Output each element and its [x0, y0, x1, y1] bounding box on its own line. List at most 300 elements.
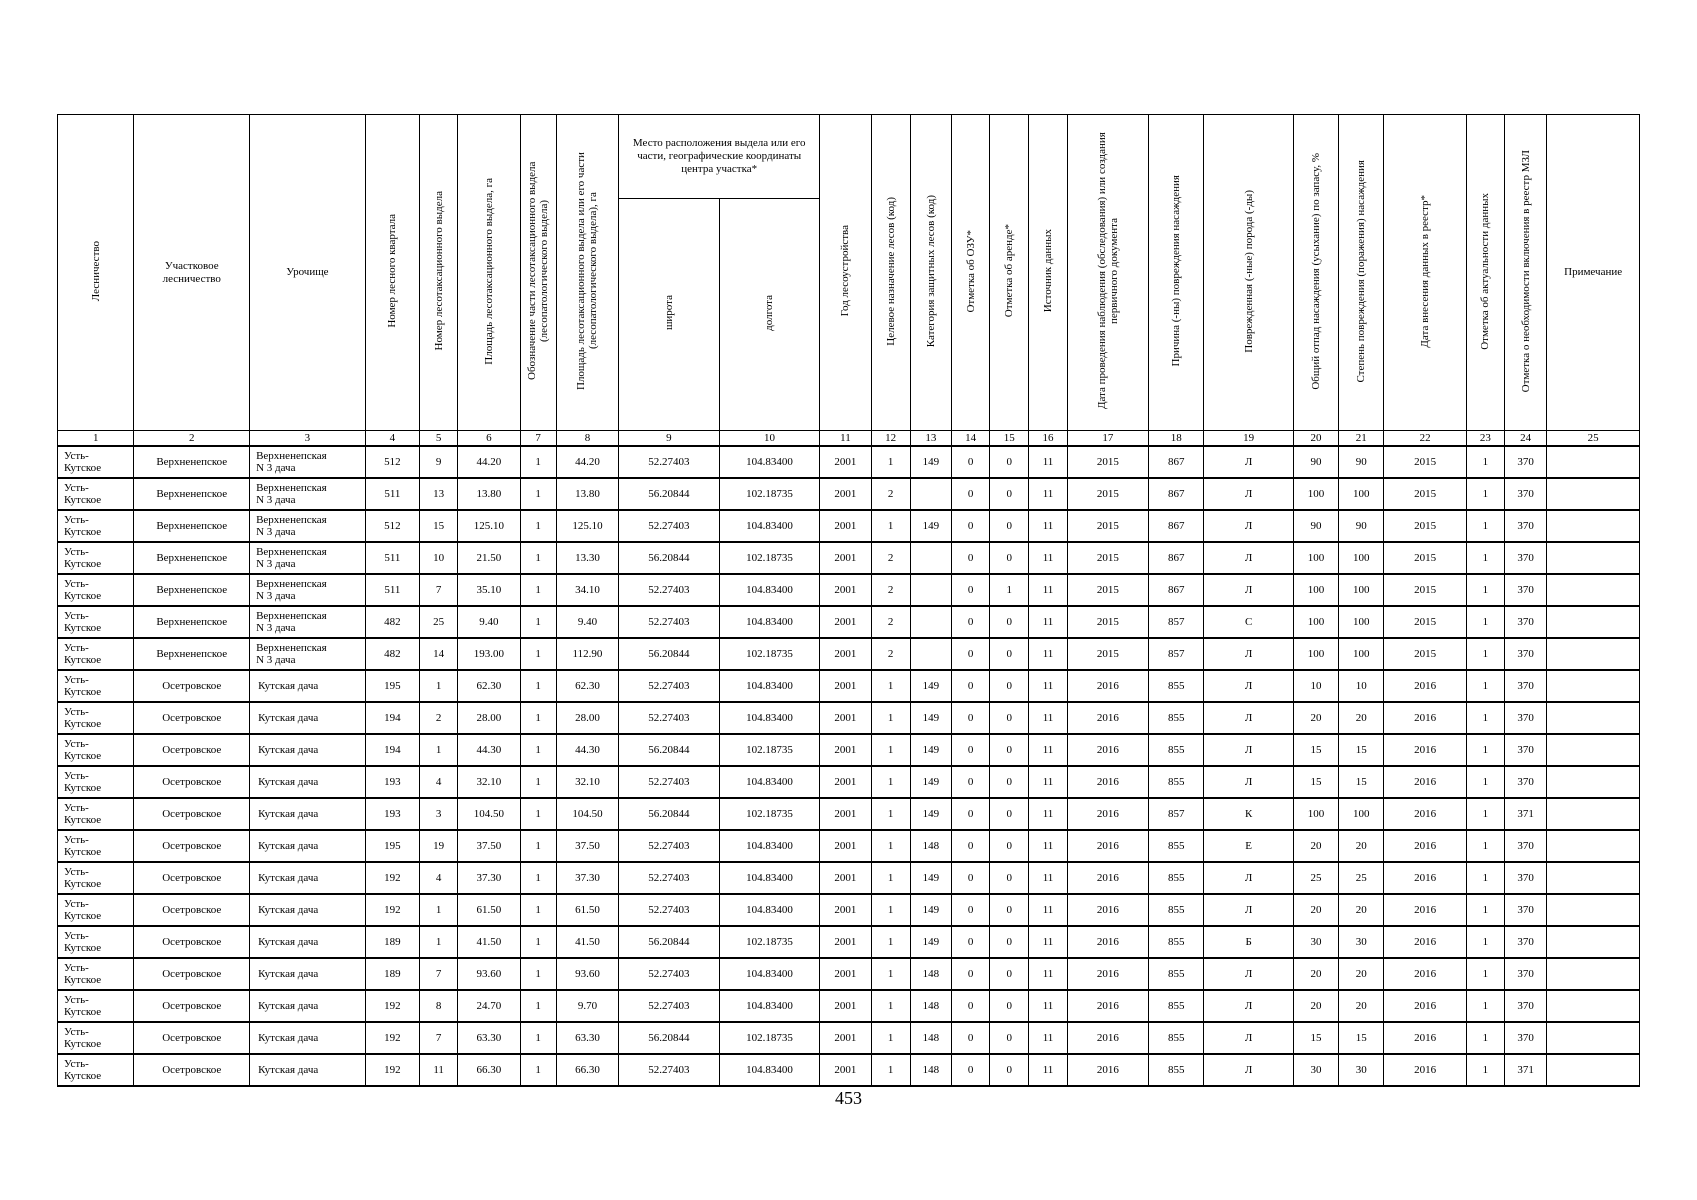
cell-c25 [1547, 990, 1640, 1022]
cell-c10: 102.18735 [719, 926, 820, 958]
cell-c15: 0 [990, 1022, 1029, 1054]
cell-c16: 11 [1029, 542, 1067, 574]
cell-c9: 56.20844 [619, 478, 720, 510]
cell-line: Усть- [64, 994, 89, 1006]
cell-lesnichestvo [58, 1054, 134, 1086]
cell-c9: 52.27403 [619, 670, 720, 702]
cell-c14: 0 [951, 1054, 989, 1086]
cell-c6: 193.00 [458, 638, 520, 670]
cell-urochishe [250, 926, 366, 958]
cell-c5: 7 [420, 574, 458, 606]
cell-c21: 90 [1339, 446, 1384, 478]
cell-c25 [1547, 446, 1640, 478]
cell-c12: 1 [871, 766, 910, 798]
cell-c20: 30 [1293, 1054, 1338, 1086]
cell-c23: 1 [1466, 638, 1504, 670]
cell-c16: 11 [1029, 766, 1067, 798]
cell-c24: 371 [1505, 1054, 1547, 1086]
cell-c23: 1 [1466, 990, 1504, 1022]
cell-uchastkovoe: Верхненепское [134, 542, 250, 574]
cell-c10: 104.83400 [719, 766, 820, 798]
cell-uchastkovoe: Осетровское [134, 702, 250, 734]
cell-c17: 2016 [1067, 734, 1148, 766]
cell-c14: 0 [951, 798, 989, 830]
cell-c5: 4 [420, 862, 458, 894]
cell-c12: 1 [871, 894, 910, 926]
cell-urochishe [250, 638, 366, 670]
header-arenda: Отметка об аренде* [990, 115, 1029, 431]
cell-c17: 2015 [1067, 446, 1148, 478]
cell-line: Усть- [64, 802, 89, 814]
cell-c6: 35.10 [458, 574, 520, 606]
cell-c16: 11 [1029, 734, 1067, 766]
cell-c5: 9 [420, 446, 458, 478]
cell-c23: 1 [1466, 670, 1504, 702]
cell-c10: 102.18735 [719, 478, 820, 510]
cell-c21: 10 [1339, 670, 1384, 702]
cell-c16: 11 [1029, 1054, 1067, 1086]
column-number: 24 [1505, 431, 1547, 447]
cell-c19: Л [1204, 574, 1294, 606]
cell-c5: 15 [420, 510, 458, 542]
cell-c9: 56.20844 [619, 638, 720, 670]
cell-lesnichestvo [58, 734, 134, 766]
cell-c14: 0 [951, 574, 989, 606]
column-number: 11 [820, 431, 871, 447]
cell-c11: 2001 [820, 734, 871, 766]
cell-c4: 195 [365, 830, 419, 862]
cell-c24: 370 [1505, 574, 1547, 606]
cell-line: Кутское [64, 814, 102, 826]
cell-line: Усть- [64, 482, 89, 494]
cell-line: Кутское [64, 622, 102, 634]
cell-c13: 148 [910, 1022, 951, 1054]
column-number: 21 [1339, 431, 1384, 447]
cell-c9: 52.27403 [619, 862, 720, 894]
cell-c8: 112.90 [556, 638, 618, 670]
table-row [58, 1022, 1640, 1054]
cell-c8: 62.30 [556, 670, 618, 702]
cell-c8: 66.30 [556, 1054, 618, 1086]
cell-line: Верхненепская [256, 450, 327, 462]
cell-lesnichestvo [58, 958, 134, 990]
cell-c25 [1547, 798, 1640, 830]
cell-c25 [1547, 958, 1640, 990]
cell-c6: 63.30 [458, 1022, 520, 1054]
header-urochishe: Урочище [250, 115, 366, 431]
cell-urochishe [250, 1054, 366, 1086]
cell-c19: Л [1204, 958, 1294, 990]
cell-c14: 0 [951, 926, 989, 958]
cell-c23: 1 [1466, 798, 1504, 830]
cell-c19: Л [1204, 638, 1294, 670]
cell-c14: 0 [951, 990, 989, 1022]
cell-c13 [910, 542, 951, 574]
column-number: 3 [250, 431, 366, 447]
cell-c15: 0 [990, 638, 1029, 670]
cell-c22: 2015 [1384, 446, 1466, 478]
cell-c17: 2015 [1067, 478, 1148, 510]
cell-c13 [910, 574, 951, 606]
cell-c6: 37.50 [458, 830, 520, 862]
cell-c4: 482 [365, 638, 419, 670]
cell-c23: 1 [1466, 574, 1504, 606]
cell-c5: 13 [420, 478, 458, 510]
cell-c7: 1 [520, 798, 556, 830]
cell-line: N 3 дача [256, 526, 296, 538]
cell-c10: 104.83400 [719, 958, 820, 990]
cell-c11: 2001 [820, 926, 871, 958]
cell-c13: 149 [910, 926, 951, 958]
cell-uchastkovoe: Осетровское [134, 830, 250, 862]
cell-c15: 0 [990, 894, 1029, 926]
cell-c17: 2016 [1067, 894, 1148, 926]
cell-c13 [910, 606, 951, 638]
cell-c9: 52.27403 [619, 574, 720, 606]
cell-lesnichestvo [58, 446, 134, 478]
cell-c21: 20 [1339, 830, 1384, 862]
table-row [58, 606, 1640, 638]
cell-c13: 149 [910, 510, 951, 542]
cell-c14: 0 [951, 702, 989, 734]
cell-lesnichestvo [58, 862, 134, 894]
header-otpad: Общий отпад насаждения (усыхание) по запасу, % [1293, 115, 1338, 431]
cell-line: Верхненепская [256, 514, 327, 526]
column-number: 4 [365, 431, 419, 447]
header-kvartal: Номер лесного квартала [365, 115, 419, 431]
header-istochnik: Источник данных [1029, 115, 1067, 431]
cell-c18: 867 [1149, 510, 1204, 542]
cell-line: N 3 дача [256, 494, 296, 506]
column-number: 13 [910, 431, 951, 447]
header-god-lesoustroistva: Год лесоустройства [820, 115, 871, 431]
cell-c21: 100 [1339, 574, 1384, 606]
cell-c23: 1 [1466, 1054, 1504, 1086]
header-shirota: широта [619, 199, 720, 431]
cell-c4: 194 [365, 734, 419, 766]
cell-c21: 30 [1339, 926, 1384, 958]
cell-c17: 2016 [1067, 1054, 1148, 1086]
header-dolgota: долгота [719, 199, 820, 431]
cell-c15: 0 [990, 990, 1029, 1022]
cell-lesnichestvo [58, 798, 134, 830]
cell-uchastkovoe: Верхненепское [134, 478, 250, 510]
cell-c17: 2015 [1067, 574, 1148, 606]
cell-c12: 2 [871, 542, 910, 574]
cell-lesnichestvo [58, 510, 134, 542]
cell-c10: 104.83400 [719, 990, 820, 1022]
column-number: 17 [1067, 431, 1148, 447]
cell-c16: 11 [1029, 510, 1067, 542]
table-row [58, 734, 1640, 766]
cell-c16: 11 [1029, 894, 1067, 926]
cell-c24: 370 [1505, 478, 1547, 510]
cell-c19: Л [1204, 1054, 1294, 1086]
cell-c11: 2001 [820, 542, 871, 574]
cell-c11: 2001 [820, 702, 871, 734]
cell-c12: 2 [871, 638, 910, 670]
cell-c15: 0 [990, 734, 1029, 766]
cell-c4: 194 [365, 702, 419, 734]
cell-c25 [1547, 542, 1640, 574]
cell-c4: 512 [365, 446, 419, 478]
table-row [58, 830, 1640, 862]
table-row [58, 1054, 1640, 1086]
cell-c6: 44.20 [458, 446, 520, 478]
cell-c18: 855 [1149, 1022, 1204, 1054]
header-data-nabludenia: Дата проведения наблюдения (обследования) или создания первичного документа [1067, 115, 1148, 431]
cell-c24: 370 [1505, 702, 1547, 734]
cell-c5: 10 [420, 542, 458, 574]
cell-lesnichestvo [58, 478, 134, 510]
cell-c5: 2 [420, 702, 458, 734]
cell-c17: 2016 [1067, 830, 1148, 862]
cell-c7: 1 [520, 702, 556, 734]
cell-c11: 2001 [820, 670, 871, 702]
table-row [58, 670, 1640, 702]
cell-c13 [910, 638, 951, 670]
cell-c24: 370 [1505, 446, 1547, 478]
cell-uchastkovoe: Верхненепское [134, 510, 250, 542]
table-row [58, 798, 1640, 830]
cell-c6: 44.30 [458, 734, 520, 766]
column-number: 10 [719, 431, 820, 447]
column-number: 18 [1149, 431, 1204, 447]
cell-line: Кутская дача [258, 1064, 319, 1076]
cell-urochishe [250, 478, 366, 510]
column-number: 14 [951, 431, 989, 447]
cell-c25 [1547, 638, 1640, 670]
cell-c17: 2015 [1067, 638, 1148, 670]
cell-c18: 855 [1149, 990, 1204, 1022]
cell-c16: 11 [1029, 1022, 1067, 1054]
cell-c11: 2001 [820, 894, 871, 926]
cell-c9: 52.27403 [619, 958, 720, 990]
cell-c25 [1547, 894, 1640, 926]
cell-c15: 0 [990, 830, 1029, 862]
cell-c22: 2016 [1384, 926, 1466, 958]
cell-c11: 2001 [820, 574, 871, 606]
cell-c19: Л [1204, 766, 1294, 798]
cell-urochishe [250, 862, 366, 894]
cell-c19: Л [1204, 734, 1294, 766]
cell-c19: Б [1204, 926, 1294, 958]
cell-c5: 19 [420, 830, 458, 862]
cell-c7: 1 [520, 894, 556, 926]
cell-c23: 1 [1466, 478, 1504, 510]
cell-line: Кутское [64, 494, 102, 506]
cell-c15: 0 [990, 958, 1029, 990]
cell-c20: 20 [1293, 830, 1338, 862]
cell-c10: 102.18735 [719, 638, 820, 670]
cell-c9: 52.27403 [619, 446, 720, 478]
cell-c14: 0 [951, 766, 989, 798]
header-data-vnesenia: Дата внесения данных в реестр* [1384, 115, 1466, 431]
cell-c22: 2016 [1384, 798, 1466, 830]
column-number: 25 [1547, 431, 1640, 447]
cell-lesnichestvo [58, 990, 134, 1022]
cell-urochishe [250, 1022, 366, 1054]
cell-uchastkovoe: Осетровское [134, 990, 250, 1022]
cell-c7: 1 [520, 990, 556, 1022]
cell-line: Усть- [64, 1058, 89, 1070]
cell-c20: 100 [1293, 542, 1338, 574]
cell-c10: 104.83400 [719, 702, 820, 734]
cell-c7: 1 [520, 734, 556, 766]
cell-c8: 44.20 [556, 446, 618, 478]
cell-c14: 0 [951, 542, 989, 574]
cell-c14: 0 [951, 670, 989, 702]
cell-c17: 2015 [1067, 510, 1148, 542]
cell-c15: 0 [990, 926, 1029, 958]
cell-c15: 0 [990, 606, 1029, 638]
cell-c21: 15 [1339, 1022, 1384, 1054]
cell-c7: 1 [520, 1022, 556, 1054]
cell-c25 [1547, 926, 1640, 958]
cell-c6: 21.50 [458, 542, 520, 574]
cell-c18: 855 [1149, 894, 1204, 926]
cell-c15: 0 [990, 766, 1029, 798]
cell-c25 [1547, 670, 1640, 702]
cell-c15: 0 [990, 510, 1029, 542]
cell-line: N 3 дача [256, 558, 296, 570]
cell-line: Верхненепская [256, 546, 327, 558]
cell-c5: 14 [420, 638, 458, 670]
cell-line: Кутская дача [258, 1032, 319, 1044]
cell-c19: Л [1204, 446, 1294, 478]
cell-c21: 20 [1339, 894, 1384, 926]
cell-c21: 90 [1339, 510, 1384, 542]
cell-c10: 102.18735 [719, 798, 820, 830]
cell-c12: 1 [871, 926, 910, 958]
cell-c18: 857 [1149, 638, 1204, 670]
cell-c13: 149 [910, 766, 951, 798]
cell-line: Усть- [64, 770, 89, 782]
table-row [58, 926, 1640, 958]
cell-c7: 1 [520, 446, 556, 478]
cell-c20: 10 [1293, 670, 1338, 702]
cell-c19: Л [1204, 862, 1294, 894]
cell-c6: 13.80 [458, 478, 520, 510]
cell-uchastkovoe: Верхненепское [134, 574, 250, 606]
cell-c9: 52.27403 [619, 510, 720, 542]
cell-c12: 1 [871, 670, 910, 702]
cell-uchastkovoe: Осетровское [134, 766, 250, 798]
cell-c6: 28.00 [458, 702, 520, 734]
cell-line: Кутское [64, 462, 102, 474]
cell-c17: 2015 [1067, 606, 1148, 638]
cell-line: Верхненепская [256, 642, 327, 654]
cell-c22: 2015 [1384, 606, 1466, 638]
cell-line: Усть- [64, 514, 89, 526]
cell-c6: 61.50 [458, 894, 520, 926]
table-row [58, 990, 1640, 1022]
cell-c11: 2001 [820, 606, 871, 638]
cell-line: N 3 дача [256, 622, 296, 634]
cell-c4: 482 [365, 606, 419, 638]
cell-line: Усть- [64, 578, 89, 590]
cell-line: Кутская дача [258, 808, 319, 820]
cell-line: Усть- [64, 930, 89, 942]
cell-c20: 100 [1293, 478, 1338, 510]
header-stepen: Степень повреждения (поражения) насаждения [1339, 115, 1384, 431]
cell-urochishe [250, 958, 366, 990]
cell-c9: 56.20844 [619, 542, 720, 574]
cell-c12: 1 [871, 830, 910, 862]
cell-c7: 1 [520, 766, 556, 798]
cell-c10: 104.83400 [719, 510, 820, 542]
cell-line: Кутское [64, 654, 102, 666]
cell-c21: 20 [1339, 990, 1384, 1022]
cell-c8: 93.60 [556, 958, 618, 990]
cell-c7: 1 [520, 638, 556, 670]
cell-line: Кутская дача [258, 1000, 319, 1012]
cell-line: Кутская дача [258, 744, 319, 756]
cell-c6: 32.10 [458, 766, 520, 798]
cell-c4: 193 [365, 798, 419, 830]
cell-line: Кутская дача [258, 904, 319, 916]
table-row [58, 894, 1640, 926]
cell-c5: 7 [420, 1022, 458, 1054]
cell-c18: 855 [1149, 1054, 1204, 1086]
cell-c15: 0 [990, 862, 1029, 894]
cell-c11: 2001 [820, 1022, 871, 1054]
cell-c22: 2015 [1384, 574, 1466, 606]
cell-uchastkovoe: Осетровское [134, 1022, 250, 1054]
cell-c8: 41.50 [556, 926, 618, 958]
cell-c19: С [1204, 606, 1294, 638]
cell-c17: 2016 [1067, 1022, 1148, 1054]
cell-line: Кутская дача [258, 840, 319, 852]
cell-c4: 511 [365, 478, 419, 510]
cell-c12: 1 [871, 734, 910, 766]
header-chast-vydela: Обозначение части лесотаксационного выдела (лесопатологического выдела) [520, 115, 556, 431]
cell-c7: 1 [520, 574, 556, 606]
header-poroda: Поврежденная (-ные) порода (-ды) [1204, 115, 1294, 431]
header-ozu: Отметка об ОЗУ* [951, 115, 989, 431]
column-number: 2 [134, 431, 250, 447]
cell-urochishe [250, 574, 366, 606]
cell-c24: 370 [1505, 510, 1547, 542]
cell-c12: 1 [871, 510, 910, 542]
cell-c15: 1 [990, 574, 1029, 606]
cell-c4: 192 [365, 990, 419, 1022]
cell-line: Верхненепская [256, 482, 327, 494]
cell-c10: 104.83400 [719, 894, 820, 926]
table-row [58, 638, 1640, 670]
cell-c22: 2016 [1384, 1022, 1466, 1054]
cell-lesnichestvo [58, 894, 134, 926]
cell-c11: 2001 [820, 990, 871, 1022]
cell-c21: 15 [1339, 734, 1384, 766]
cell-c7: 1 [520, 478, 556, 510]
cell-c24: 370 [1505, 734, 1547, 766]
cell-line: Кутское [64, 942, 102, 954]
cell-line: N 3 дача [256, 590, 296, 602]
table-body [58, 446, 1640, 1086]
cell-c22: 2016 [1384, 734, 1466, 766]
cell-uchastkovoe: Осетровское [134, 1054, 250, 1086]
cell-line: Кутское [64, 974, 102, 986]
cell-c8: 13.80 [556, 478, 618, 510]
cell-line: Усть- [64, 610, 89, 622]
cell-uchastkovoe: Осетровское [134, 894, 250, 926]
cell-lesnichestvo [58, 1022, 134, 1054]
cell-c5: 25 [420, 606, 458, 638]
cell-c24: 370 [1505, 606, 1547, 638]
cell-c11: 2001 [820, 510, 871, 542]
cell-c17: 2016 [1067, 862, 1148, 894]
